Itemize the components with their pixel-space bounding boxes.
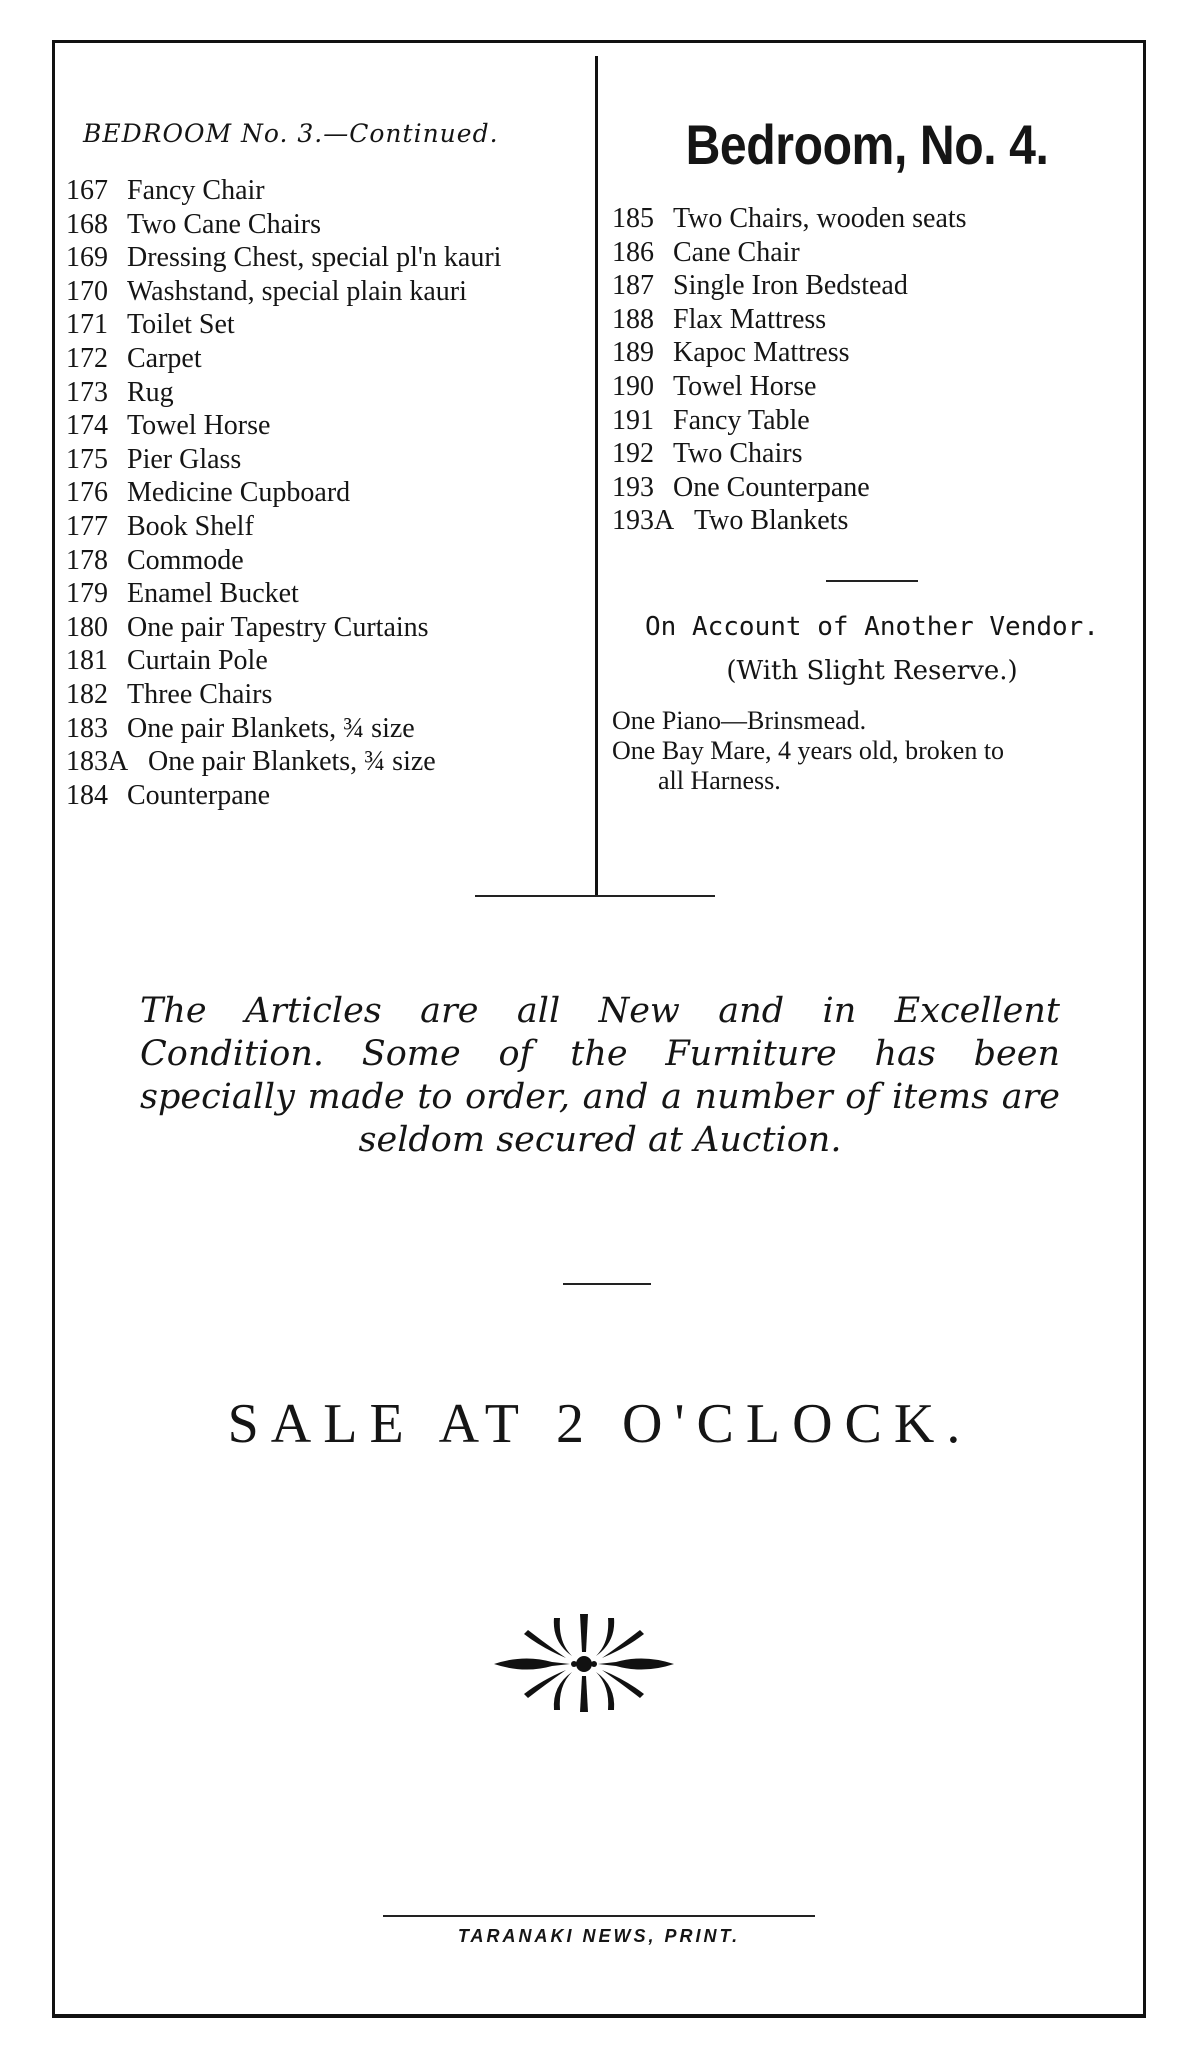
inventory-item: [66, 174, 586, 208]
item-number: 186: [612, 236, 654, 268]
item-number: 184: [66, 779, 108, 811]
item-description: One pair Blankets, ¾ size: [148, 746, 436, 778]
item-description: Washstand, special plain kauri: [127, 275, 467, 307]
inventory-item: [612, 437, 1132, 471]
bedroom-4-column: [612, 108, 1132, 796]
item-description: Carpet: [127, 342, 202, 374]
item-number: 170: [66, 275, 108, 307]
inventory-item: [612, 303, 1132, 337]
item-description: Medicine Cupboard: [127, 477, 351, 509]
section-rule: [475, 895, 715, 897]
item-description: Dressing Chest, special pl'n kauri: [127, 242, 502, 274]
item-description: Enamel Bucket: [127, 578, 299, 610]
floral-ornament-icon: [494, 1612, 674, 1720]
item-description: Three Chairs: [127, 678, 273, 710]
inventory-item: [612, 370, 1132, 404]
item-number: 173: [66, 376, 108, 408]
bedroom-3-column: [66, 114, 586, 812]
inventory-item: [66, 745, 586, 779]
inventory-item: [66, 409, 586, 443]
vendor-item-line: One Bay Mare, 4 years old, broken to: [612, 735, 1005, 765]
inventory-item: [612, 404, 1132, 438]
item-description: Counterpane: [127, 779, 271, 811]
section-rule: [826, 580, 918, 582]
condition-notice: The Articles are all New and in Excellent Condition. Some of the Furniture has been specially made to order, and a number of items are seldom secured at Auction.: [140, 991, 1060, 1160]
item-description: Pier Glass: [127, 443, 242, 475]
sale-time-heading: SALE AT 2 O'CLOCK.: [227, 1393, 973, 1455]
printer-credit: TARANAKI NEWS, PRINT.: [457, 1926, 741, 1946]
item-number: 172: [66, 342, 108, 374]
section-rule: [563, 1283, 651, 1285]
item-number: 175: [66, 443, 108, 475]
item-number: 183: [66, 712, 108, 744]
inventory-item: [612, 336, 1132, 370]
inventory-item: [612, 236, 1132, 270]
vendor-item-line: all Harness.: [658, 765, 781, 795]
vendor-item: [612, 736, 1132, 796]
column-divider: [595, 56, 598, 895]
item-number: 189: [612, 337, 654, 369]
item-description: One pair Blankets, ¾ size: [127, 712, 415, 744]
inventory-item: [66, 208, 586, 242]
item-description: Two Chairs, wooden seats: [673, 203, 967, 234]
vendor-title: On Account of Another Vendor.: [645, 611, 1099, 642]
inventory-item: [66, 712, 586, 746]
item-description: Fancy Table: [673, 404, 810, 436]
inventory-item: [612, 504, 1132, 538]
item-description: Curtain Pole: [127, 645, 268, 677]
inventory-item: [612, 269, 1132, 303]
inventory-item: [66, 544, 586, 578]
item-number: 181: [66, 645, 108, 677]
item-number: 179: [66, 578, 108, 610]
item-number: 167: [66, 175, 108, 206]
item-number: 178: [66, 544, 108, 576]
item-description: One Counterpane: [673, 471, 870, 503]
item-number: 177: [66, 510, 108, 542]
item-description: Cane Chair: [673, 236, 800, 268]
item-number: 168: [66, 208, 108, 240]
item-description: Towel Horse: [673, 370, 817, 402]
item-number: 191: [612, 404, 654, 436]
inventory-item: [612, 471, 1132, 505]
item-description: One pair Tapestry Curtains: [127, 611, 429, 643]
item-number: 188: [612, 303, 654, 335]
inventory-item: [66, 644, 586, 678]
inventory-item: [66, 476, 586, 510]
item-number: 187: [612, 270, 654, 302]
inventory-item: [66, 443, 586, 477]
item-description: Two Cane Chairs: [127, 208, 322, 240]
vendor-item: One Piano—Brinsmead.: [612, 705, 867, 735]
item-description: Kapoc Mattress: [673, 337, 850, 369]
item-description: Two Chairs: [673, 438, 803, 470]
item-number: 169: [66, 242, 108, 274]
bedroom-3-item-list: [66, 174, 586, 812]
inventory-item: [612, 202, 1132, 236]
item-number: 176: [66, 477, 108, 509]
item-description: Toilet Set: [127, 309, 235, 341]
inventory-item: [66, 611, 586, 645]
item-number: 171: [66, 309, 108, 341]
item-number: 183A: [66, 746, 129, 778]
inventory-item: [66, 342, 586, 376]
item-number: 193A: [612, 505, 675, 537]
item-description: Single Iron Bedstead: [673, 270, 908, 302]
item-description: Two Blankets: [694, 505, 849, 537]
inventory-item: [66, 678, 586, 712]
item-description: Fancy Chair: [127, 175, 265, 206]
item-description: Towel Horse: [127, 410, 271, 442]
item-number: 192: [612, 438, 654, 470]
item-description: Commode: [127, 544, 244, 576]
item-number: 190: [612, 370, 654, 402]
bedroom-4-heading: Bedroom, No. 4.: [685, 113, 1049, 176]
item-description: Flax Mattress: [673, 303, 827, 335]
inventory-item: [66, 779, 586, 813]
item-number: 182: [66, 678, 108, 710]
printer-rule: [383, 1915, 815, 1917]
inventory-item: [66, 241, 586, 275]
bedroom-4-item-list: [612, 202, 1132, 538]
item-number: 193: [612, 471, 654, 503]
item-number: 185: [612, 203, 654, 234]
inventory-item: [66, 577, 586, 611]
inventory-item: [66, 510, 586, 544]
item-number: 174: [66, 410, 108, 442]
item-description: Book Shelf: [127, 510, 254, 542]
inventory-item: [66, 376, 586, 410]
item-description: Rug: [127, 376, 174, 408]
bedroom-3-continued-heading: BEDROOM No. 3.—Continued.: [83, 119, 499, 148]
vendor-item-list: [612, 706, 1132, 796]
inventory-item: [66, 275, 586, 309]
item-number: 180: [66, 611, 108, 643]
inventory-item: [66, 308, 586, 342]
vendor-subtitle: (With Slight Reserve.): [726, 655, 1018, 686]
